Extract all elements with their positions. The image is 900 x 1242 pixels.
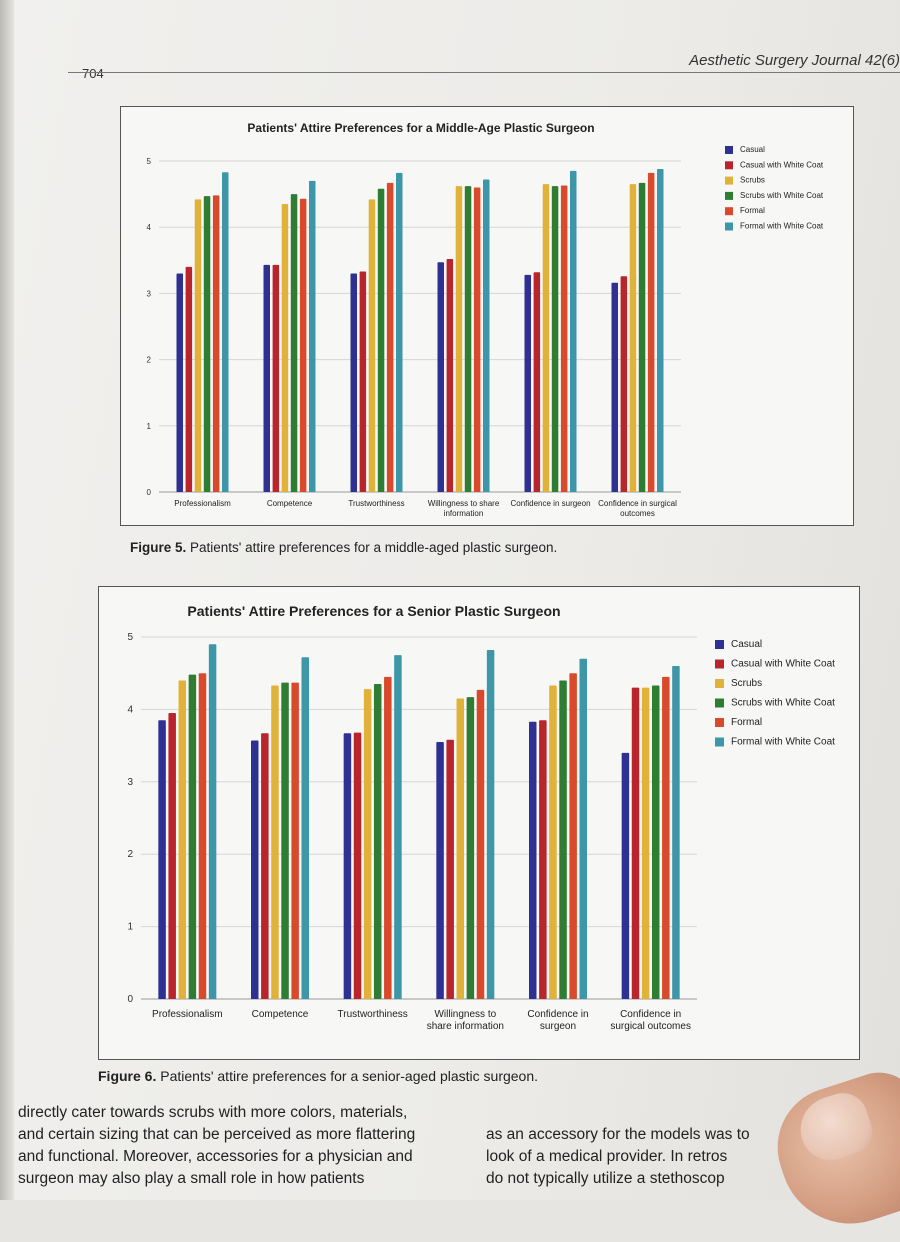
figure-6-caption-text: Patients' attire preferences for a senior-aged plastic surgeon.	[160, 1068, 539, 1084]
bar	[438, 262, 445, 492]
bar	[251, 741, 259, 999]
x-tick-label: Confidence in	[527, 1009, 589, 1020]
legend-label: Formal	[731, 717, 763, 728]
bar	[199, 673, 207, 999]
legend-label: Casual	[731, 639, 763, 650]
bar	[487, 650, 495, 999]
bar	[529, 722, 537, 999]
legend-label: Formal with White Coat	[731, 736, 835, 748]
bar	[543, 184, 550, 492]
bar	[300, 199, 307, 492]
bar	[570, 171, 577, 492]
y-tick-label: 4	[146, 223, 151, 233]
chart-title: Patients' Attire Preferences for a Middle-Age Plastic Surgeon	[247, 121, 595, 135]
bar	[456, 186, 463, 492]
book-spine	[0, 0, 14, 1200]
bar	[378, 189, 385, 492]
legend-swatch	[715, 738, 724, 747]
bar	[559, 680, 567, 999]
bar	[213, 195, 220, 492]
body-line: surgeon may also play a small role in how patients	[18, 1170, 365, 1187]
y-tick-label: 5	[146, 157, 151, 166]
bar	[436, 742, 444, 999]
legend-label: Casual with White Coat	[740, 160, 824, 170]
y-tick-label: 1	[146, 421, 151, 431]
bar	[168, 713, 176, 999]
bar	[302, 657, 310, 999]
bar	[483, 180, 490, 492]
bar	[477, 690, 485, 999]
figure-6-caption	[98, 1068, 538, 1084]
bar	[652, 686, 660, 999]
bar	[621, 276, 628, 492]
chart-svg-middle-age	[121, 107, 853, 525]
bar	[195, 199, 202, 492]
x-tick-label: Competence	[266, 499, 313, 508]
bar	[539, 720, 547, 999]
bar	[525, 275, 532, 492]
journal-title: Aesthetic Surgery Journal 42(6)	[689, 52, 900, 69]
bar	[552, 186, 559, 492]
x-tick-label: Confidence in surgeon	[510, 499, 591, 508]
x-tick-label: Trustworthiness	[337, 1009, 408, 1020]
bar	[186, 267, 193, 492]
x-tick-label: outcomes	[620, 509, 655, 518]
bar	[291, 194, 298, 492]
y-tick-label: 3	[127, 776, 133, 788]
body-line: do not typically utilize a stethoscop	[486, 1170, 725, 1187]
bar	[630, 184, 637, 492]
y-tick-label: 1	[127, 921, 133, 933]
bar	[281, 683, 289, 999]
bar	[534, 272, 541, 492]
legend-swatch	[725, 177, 733, 185]
bar	[467, 697, 475, 999]
legend-label: Scrubs	[740, 175, 765, 185]
bar	[580, 659, 588, 999]
body-text-left-column	[18, 1102, 458, 1190]
bar	[561, 185, 568, 492]
bar	[369, 199, 376, 492]
bar	[344, 733, 352, 999]
figure-5-caption-text: Patients' attire preferences for a middle-aged plastic surgeon.	[190, 540, 558, 555]
body-line: look of a medical provider. In retros	[486, 1148, 728, 1165]
figure-6-chart	[98, 586, 860, 1060]
x-tick-label: share information	[426, 1021, 504, 1032]
bar	[447, 259, 454, 492]
bar	[177, 274, 184, 492]
bar	[387, 183, 394, 492]
bar	[189, 675, 197, 999]
bar	[622, 753, 630, 999]
bar	[457, 699, 465, 999]
bar	[657, 169, 664, 492]
legend-label: Scrubs with White Coat	[731, 697, 835, 709]
y-tick-label: 2	[146, 355, 151, 365]
bar	[648, 173, 655, 492]
bar	[632, 688, 640, 999]
bar	[364, 689, 372, 999]
bar	[179, 680, 187, 999]
bar	[351, 274, 358, 492]
legend-swatch	[725, 146, 733, 154]
legend-swatch	[715, 660, 724, 669]
bar	[273, 265, 280, 492]
bar	[222, 172, 229, 492]
x-tick-label: surgeon	[539, 1021, 577, 1032]
y-tick-label: 4	[127, 704, 133, 716]
bar	[291, 683, 299, 999]
legend-label: Formal	[740, 206, 765, 216]
legend-label: Casual	[740, 145, 765, 154]
legend-label: Scrubs	[731, 678, 763, 689]
figure-5-caption	[130, 540, 557, 555]
body-line: as an accessory for the models was to	[486, 1126, 750, 1143]
bar	[384, 677, 392, 999]
bar	[639, 183, 646, 492]
bar	[264, 265, 271, 492]
bar	[374, 684, 382, 999]
bar	[158, 720, 166, 999]
bar	[261, 733, 269, 999]
chart-svg-senior	[99, 587, 859, 1059]
bar	[569, 673, 577, 999]
bar	[474, 187, 481, 492]
y-tick-label: 5	[127, 632, 133, 643]
legend-swatch	[725, 192, 733, 200]
x-tick-label: Willingness to	[434, 1009, 497, 1020]
x-tick-label: Confidence in surgical	[598, 499, 677, 508]
bar	[662, 677, 670, 999]
bar	[354, 733, 362, 999]
bar	[642, 688, 650, 999]
legend-swatch	[715, 718, 724, 727]
figure-5-label: Figure 5.	[130, 540, 187, 555]
bar	[672, 666, 680, 999]
bar	[204, 196, 211, 492]
x-tick-label: information	[443, 509, 484, 518]
bar	[465, 186, 472, 492]
legend-label: Scrubs with White Coat	[740, 190, 824, 200]
legend-label: Casual with White Coat	[731, 658, 835, 670]
y-tick-label: 2	[127, 849, 133, 861]
legend-swatch	[725, 223, 733, 231]
header-rule	[68, 72, 900, 73]
bar	[209, 644, 217, 999]
y-tick-label: 3	[146, 289, 151, 299]
chart-title: Patients' Attire Preferences for a Senior Plastic Surgeon	[187, 603, 561, 619]
bar	[394, 655, 402, 999]
bar	[282, 204, 289, 492]
x-tick-label: Professionalism	[152, 1009, 223, 1020]
figure-5-chart	[120, 106, 854, 526]
legend-swatch	[725, 161, 733, 169]
page-number: 704	[82, 66, 104, 81]
body-line: directly cater towards scrubs with more colors, materials,	[18, 1104, 408, 1121]
body-line: and certain sizing that can be perceived as more flattering	[18, 1126, 416, 1143]
legend-swatch	[715, 640, 724, 649]
bar	[309, 181, 316, 492]
x-tick-label: surgical outcomes	[610, 1021, 691, 1032]
bar	[396, 173, 403, 492]
y-tick-label: 0	[146, 488, 151, 497]
bar	[612, 283, 619, 492]
x-tick-label: Willingness to share	[427, 499, 500, 508]
figure-6-label: Figure 6.	[98, 1068, 157, 1084]
x-tick-label: Trustworthiness	[348, 499, 405, 508]
bar	[446, 740, 454, 999]
x-tick-label: Confidence in	[620, 1009, 682, 1020]
legend-swatch	[715, 679, 724, 688]
legend-swatch	[725, 207, 733, 215]
bar	[549, 686, 557, 999]
legend-label: Formal with White Coat	[740, 221, 824, 231]
x-tick-label: Competence	[251, 1009, 309, 1020]
legend-swatch	[715, 699, 724, 708]
y-tick-label: 0	[127, 994, 133, 1005]
bar	[360, 272, 367, 492]
body-line: and functional. Moreover, accessories for a physician and	[18, 1148, 413, 1165]
bar	[271, 686, 279, 999]
x-tick-label: Professionalism	[174, 499, 231, 508]
